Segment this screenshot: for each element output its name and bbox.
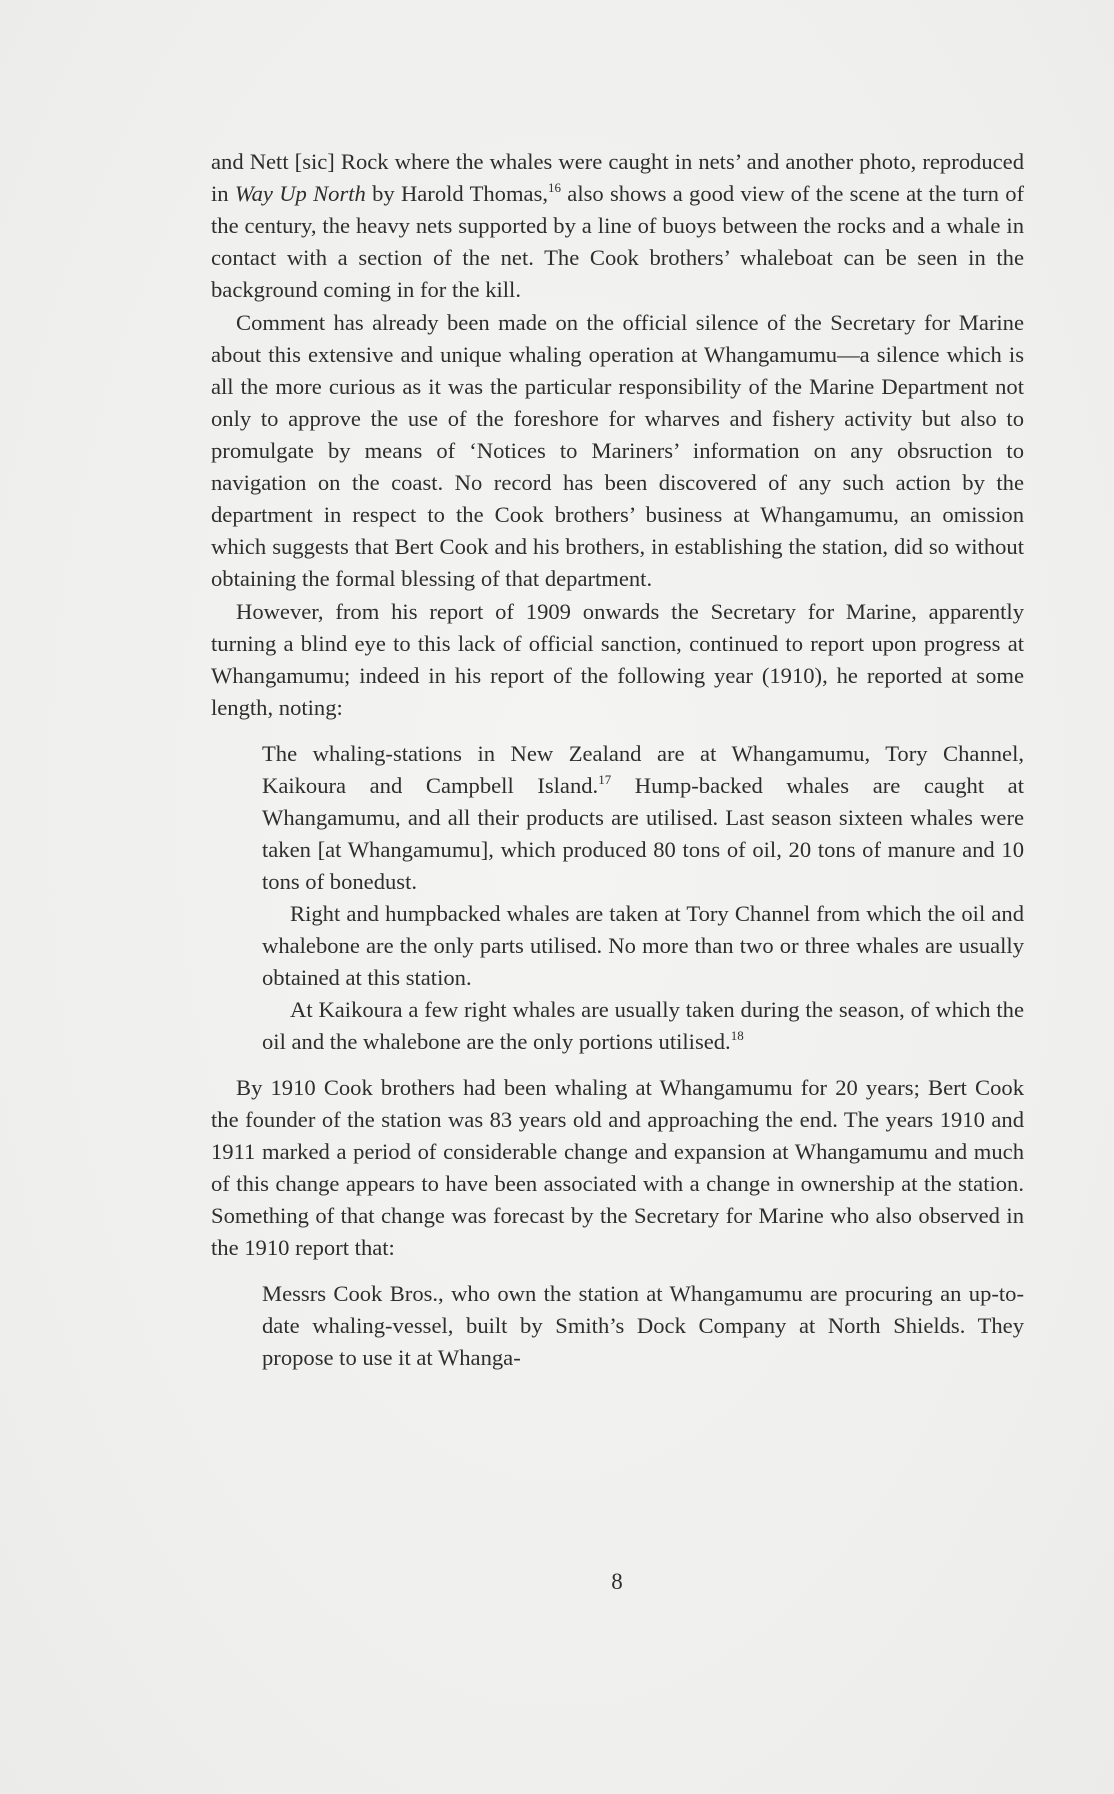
block-quote — [262, 1278, 1024, 1374]
paragraph: Comment has already been made on the official silence of the Secretary for Marine about this extensive and unique whaling operation at Whangamumu—a silence which is all the more curious as it was the particular responsibility of the Marine Department not only to approve the use of the foreshore for wharves and fishery activity but also to promulgate by means of ‘Notices to Mariners’ information on any obsruction to navigation on the coast. No record has been discovered of any such action by the department in respect to the Cook brothers’ business at Whangamumu, an omission which suggests that Bert Cook and his brothers, in establishing the station, did so without obtaining the formal blessing of that department. — [211, 310, 1024, 591]
block-quote — [262, 738, 1024, 1058]
body-text — [211, 146, 1024, 1374]
quote-text: The whaling-stations in New Zealand are at Whangamumu, Tory Channel, Kaikoura and Campbell Island. — [262, 741, 1024, 798]
quote-paragraph — [262, 994, 1024, 1058]
quote-paragraph — [262, 738, 1024, 898]
paragraph: However, from his report of 1909 onwards the Secretary for Marine, apparently turning a blind eye to this lack of official sanction, continued to report upon progress at Whangamumu; indeed in his report of the following year (1910), he reported at some length, noting: — [211, 599, 1024, 720]
quote-paragraph: Messrs Cook Bros., who own the station at Whangamumu are procuring an up-to-date whaling-vessel, built by Smith’s Dock Company at North Shields. They propose to use it at Whanga- — [262, 1281, 1024, 1370]
quote-text: At Kaikoura a few right whales are usually taken during the season, of which the oil and the whalebone are the only portions utilised. — [262, 997, 1024, 1054]
paragraph-text: by Harold Thomas, — [365, 181, 549, 206]
quote-text: Hump-backed whales are caught at Whangamumu, and all their products are utilised. Last season sixteen whales were taken [at Whangamumu], which produced 80 tons of oil, 20 tons of manure and 10 tons of bonedust. — [262, 773, 1024, 894]
paragraph-text: also shows a good view of the scene at the turn of the century, the heavy nets supported by a line of buoys between the rocks and a whale in contact with a section of the net. The Cook brothers’ whaleboat can be seen in the background coming in for the kill. — [211, 181, 1025, 302]
paragraph-text: and Nett [sic] Rock where the whales were caught in nets’ and another photo, reproduced in — [211, 149, 1024, 206]
footnote-marker: 18 — [730, 1028, 744, 1043]
book-title: Way Up North — [234, 181, 366, 206]
paragraph-continuation — [211, 146, 1024, 306]
footnote-marker: 17 — [598, 772, 612, 787]
quote-paragraph: Right and humpbacked whales are taken at Tory Channel from which the oil and whalebone are the only parts utilised. No more than two or three whales are usually obtained at this station. — [262, 901, 1024, 990]
page-number: 8 — [611, 1569, 623, 1594]
footnote-marker: 16 — [548, 180, 562, 195]
paragraph: By 1910 Cook brothers had been whaling at Whangamumu for 20 years; Bert Cook the founder of the station was 83 years old and approaching the end. The years 1910 and 1911 marked a period of considerable change and expansion at Whangamumu and much of this change appears to have been associated with a change in ownership at the station. Something of that change was forecast by the Secretary for Marine who also observed in the 1910 report that: — [211, 1075, 1024, 1260]
